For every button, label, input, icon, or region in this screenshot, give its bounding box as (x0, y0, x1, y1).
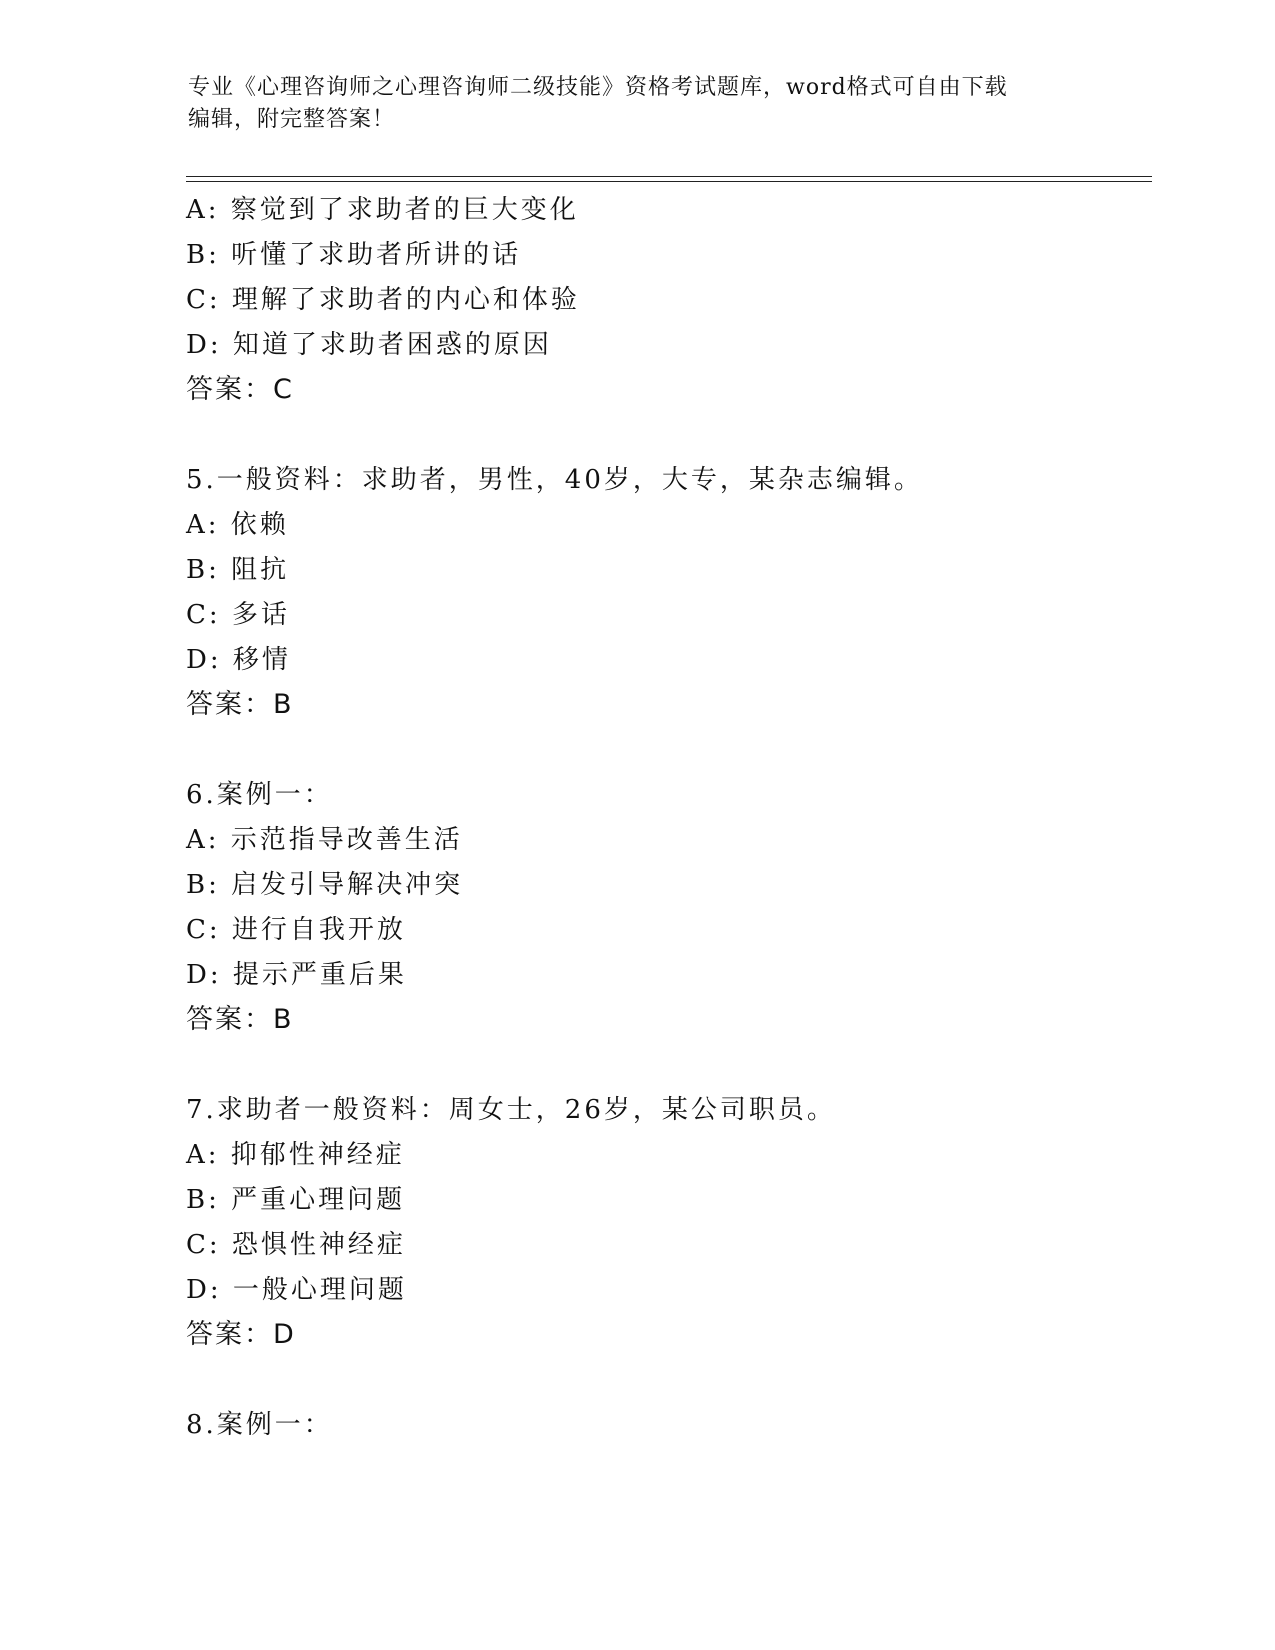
q4-answer: 答案：C (186, 374, 294, 405)
q7-stem: 7.求助者一般资料：周女士，26岁，某公司职员。 (186, 1095, 836, 1125)
header-divider-top (186, 176, 1152, 177)
header-line-1: 专业《心理咨询师之心理咨询师二级技能》资格考试题库，word格式可自由下载 (188, 75, 1008, 100)
q7-answer: 答案：D (186, 1319, 296, 1350)
document-header (188, 72, 1088, 136)
q6-stem: 6.案例一： (186, 780, 333, 810)
q7-option-c: C: 恐惧性神经症 (186, 1230, 406, 1260)
q4-option-d: D: 知道了求助者困惑的原因 (186, 330, 552, 360)
q6-option-d: D: 提示严重后果 (186, 960, 407, 990)
header-divider-bottom (186, 181, 1152, 182)
q6-option-a: A: 示范指导改善生活 (186, 825, 463, 855)
q5-answer: 答案：B (186, 689, 294, 720)
q5-option-a: A: 依赖 (186, 510, 289, 540)
q7-option-a: A: 抑郁性神经症 (186, 1140, 405, 1170)
q5-option-d: D: 移情 (186, 645, 291, 675)
q4-option-a: A: 察觉到了求助者的巨大变化 (186, 195, 579, 225)
q6-option-b: B: 启发引导解决冲突 (186, 870, 464, 900)
q7-option-b: B: 严重心理问题 (186, 1185, 406, 1215)
q4-option-c: C: 理解了求助者的内心和体验 (186, 285, 580, 315)
q8-stem: 8.案例一： (186, 1410, 333, 1440)
q7-option-d: D: 一般心理问题 (186, 1275, 407, 1305)
q5-option-b: B: 阻抗 (186, 555, 290, 585)
q6-answer: 答案：B (186, 1004, 294, 1035)
header-line-2: 编辑，附完整答案！ (188, 107, 396, 132)
q6-option-c: C: 进行自我开放 (186, 915, 406, 945)
q5-stem: 5.一般资料：求助者，男性，40岁，大专，某杂志编辑。 (186, 465, 923, 495)
q4-option-b: B: 听懂了求助者所讲的话 (186, 240, 522, 270)
q5-option-c: C: 多话 (186, 600, 290, 630)
